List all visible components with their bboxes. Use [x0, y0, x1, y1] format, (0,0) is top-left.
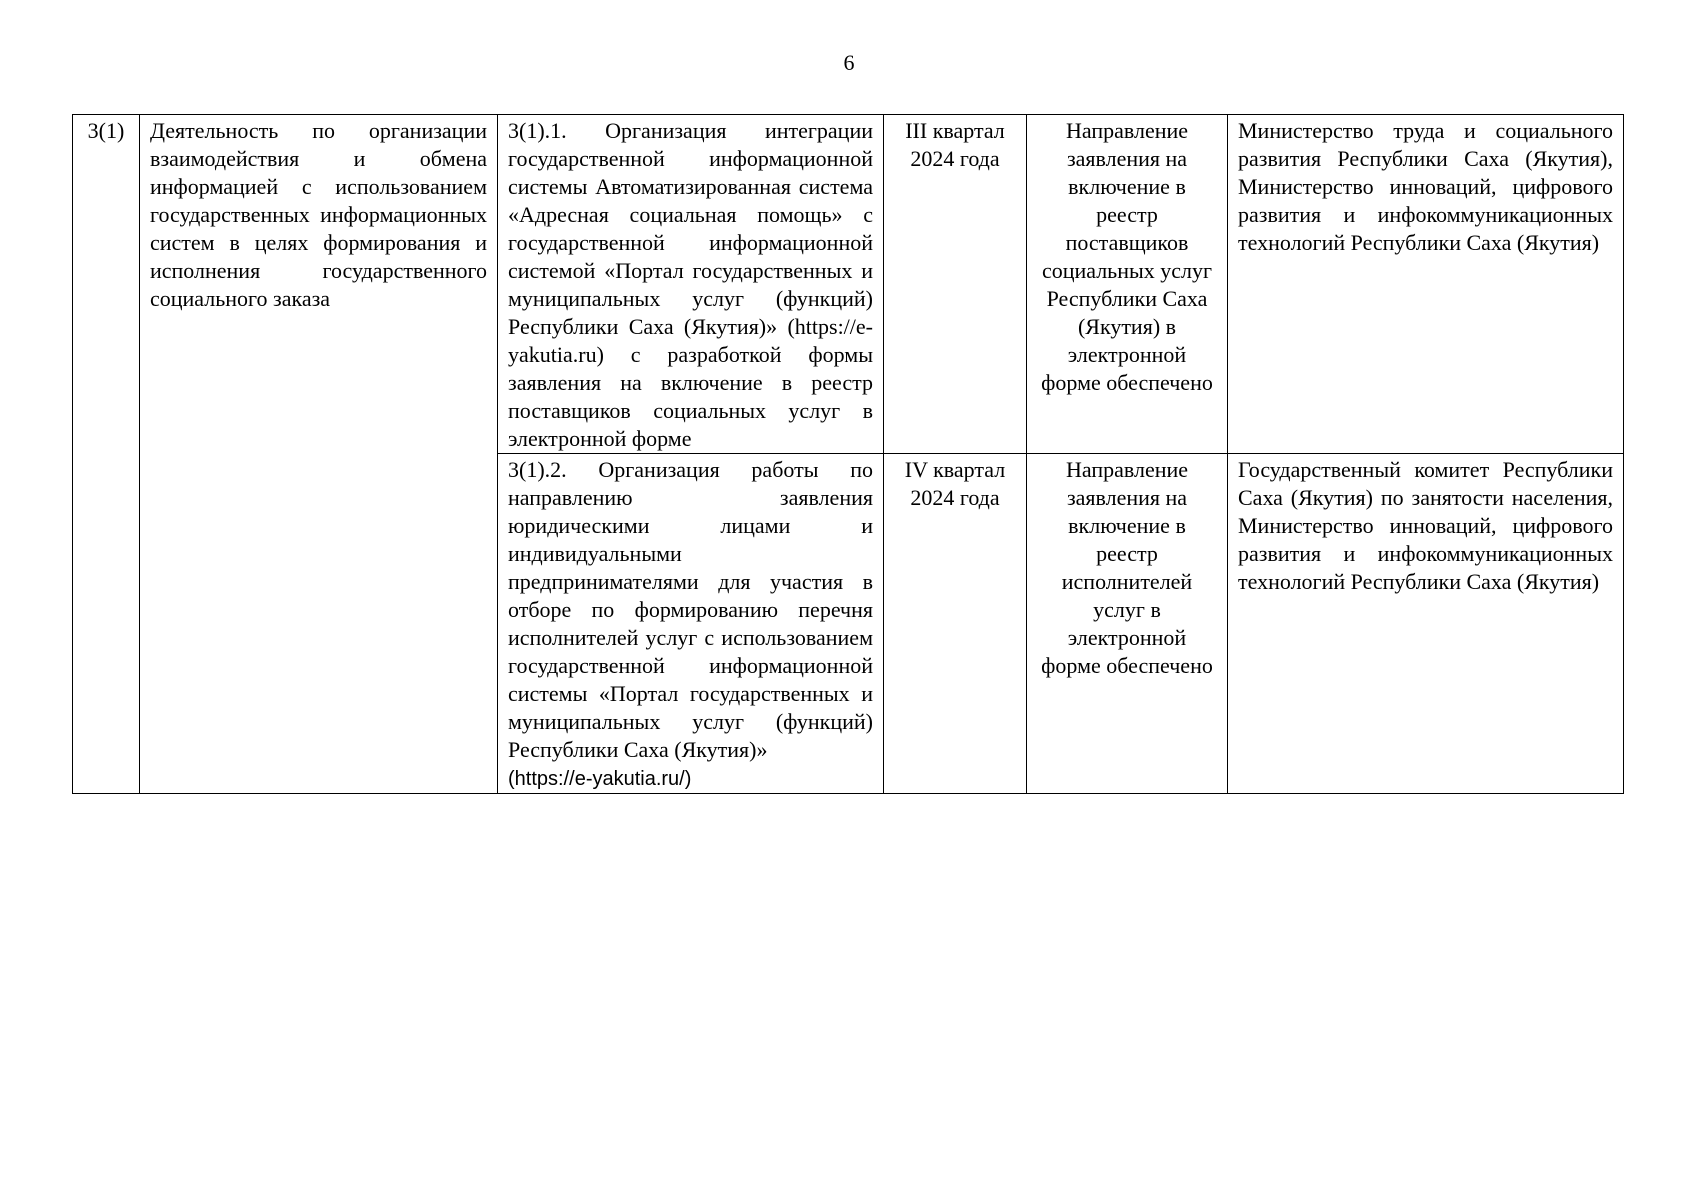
result-text: Направление заявления на включение в реестр исполнителей услуг в электронной форме обеспечено — [1041, 457, 1213, 678]
row-number-cell — [73, 115, 140, 794]
responsible-cell — [1228, 115, 1624, 454]
responsible-cell — [1228, 454, 1624, 794]
term-text: IV квартал 2024 года — [904, 457, 1006, 510]
term-text: III квартал 2024 года — [905, 118, 1005, 171]
table-row — [73, 115, 1624, 454]
event-text: Деятельность по организации взаимодействия и обмена информацией с использованием государственных информационных систем в целях формирования и исполнения государственного социального заказа — [150, 118, 487, 311]
result-cell — [1027, 115, 1228, 454]
action-cell — [498, 454, 884, 794]
term-cell — [884, 115, 1027, 454]
responsible-text: Министерство труда и социального развития Республики Саха (Якутия), Министерство инноваций, цифрового развития и инфокоммуникационных технологий Республики Саха (Якутия) — [1238, 118, 1613, 255]
result-cell — [1027, 454, 1228, 794]
action-url: (https://e-yakutia.ru/) — [508, 768, 692, 790]
event-cell — [140, 115, 498, 794]
action-text: 3(1).2. Организация работы по направлению заявления юридическими лицами и индивидуальными предпринимателями для участия в отборе по формированию перечня исполнителей услуг с использованием государственной информационной системы «Портал государственных и муниципальных услуг (функций) Республики Саха (Якутия)» — [508, 457, 873, 762]
action-cell — [498, 115, 884, 454]
action-text: 3(1).1. Организация интеграции государственной информационной системы Автоматизированная система «Адресная социальная помощь» с государственной информационной системой «Портал государственных и муниципальных услуг (функций) Республики Саха (Якутия)» (https://e-yakutia.ru) с разработкой формы заявления на включение в реестр поставщиков социальных услуг в электронной форме — [508, 118, 873, 451]
page-number: 6 — [843, 50, 855, 75]
term-cell — [884, 454, 1027, 794]
result-text: Направление заявления на включение в реестр поставщиков социальных услуг Республики Саха (Якутия) в электронной форме обеспечено — [1041, 118, 1213, 395]
row-number: 3(1) — [87, 118, 125, 143]
responsible-text: Государственный комитет Республики Саха (Якутия) по занятости населения, Министерство инноваций, цифрового развития и инфокоммуникационных технологий Республики Саха (Якутия) — [1238, 457, 1613, 594]
plan-table — [72, 114, 1624, 794]
